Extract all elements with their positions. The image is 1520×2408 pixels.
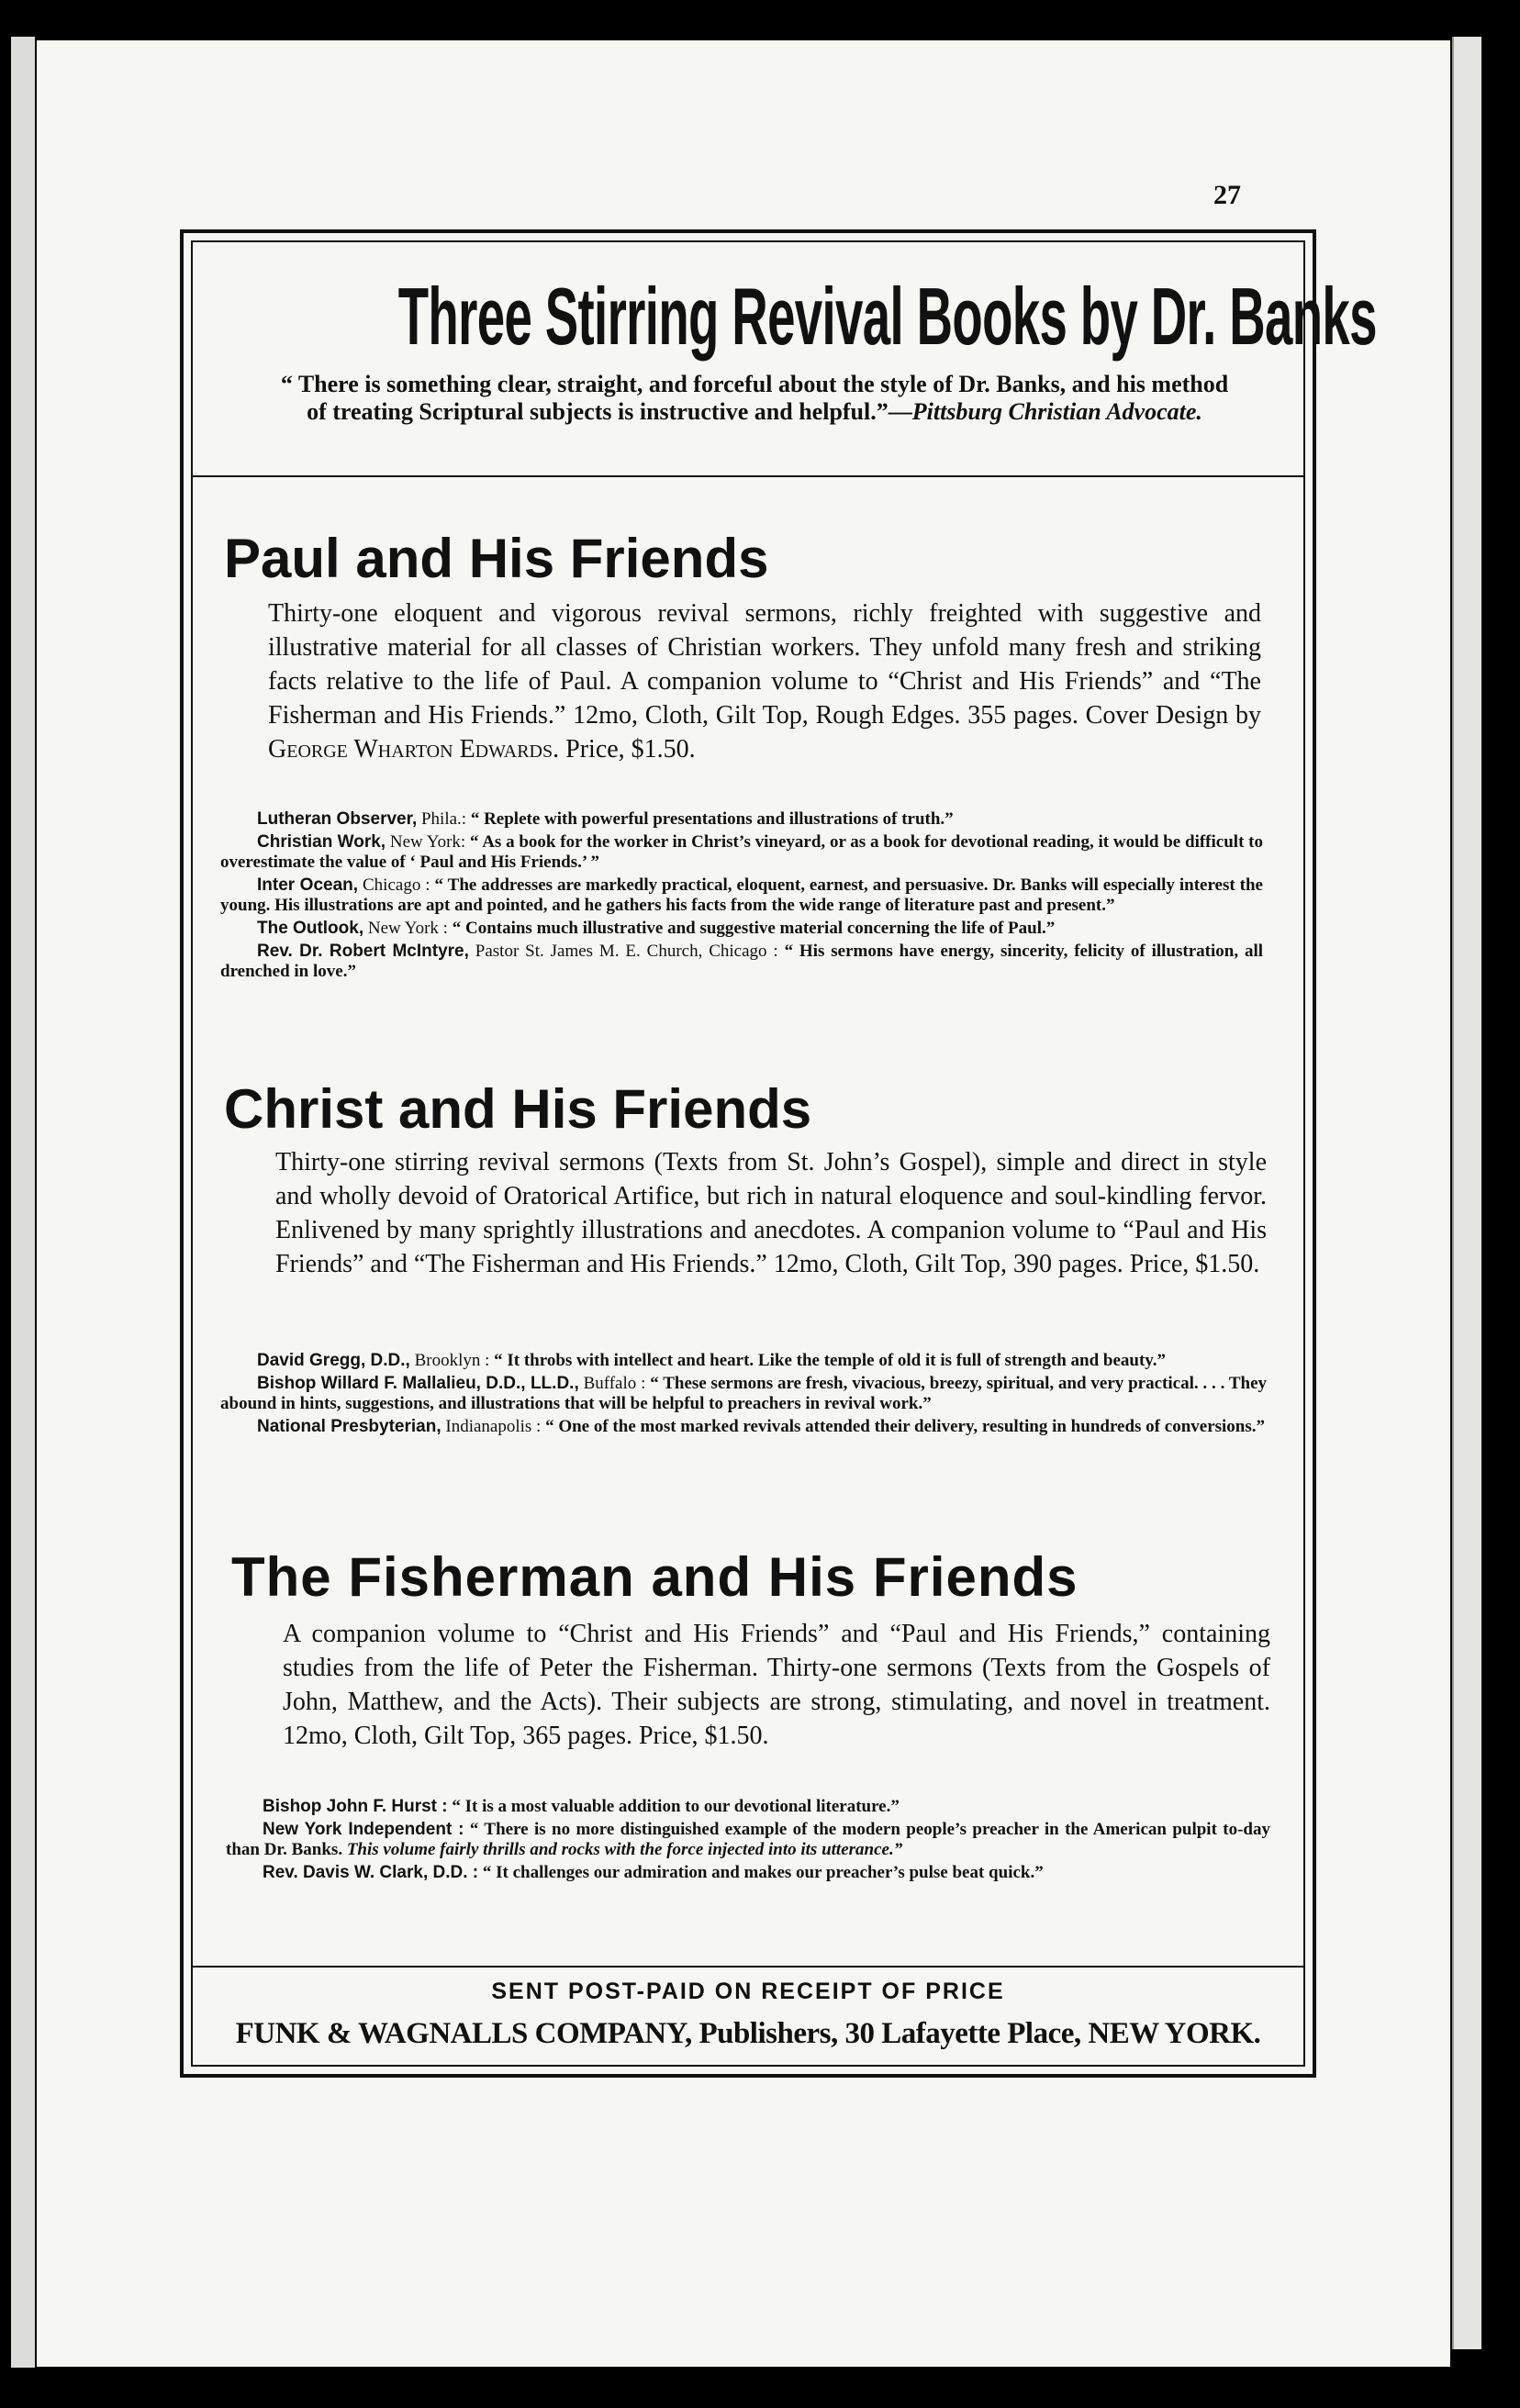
shipping-notice: SENT POST-PAID ON RECEIPT OF PRICE xyxy=(491,1979,1005,2004)
review-text: “ There is no more distinguished example of the modern people’s preacher in the American pulpit to-day than Dr. Banks. xyxy=(226,1820,1270,1859)
review xyxy=(220,1351,1267,1371)
review-source: Bishop John F. Hurst : xyxy=(263,1797,448,1816)
book-description-paul-text: Thirty-one eloquent and vigorous revival sermons, richly freighted with suggestive and illustrative material for all classes of Christian workers. They unfold many fresh and striking facts relative to the life of Paul. A companion volume to “Christ and His Friends” and “The Fisherman and His Friends.” 12mo, Cloth, Gilt Top, Rough Edges. 355 pages. Cover Design by xyxy=(268,599,1261,730)
review-text: “ It challenges our admiration and makes our preacher’s pulse beat quick.” xyxy=(482,1863,1044,1882)
review-place: Buffalo : xyxy=(583,1374,646,1393)
review-source: Lutheran Observer, xyxy=(257,809,418,829)
page-edge-right xyxy=(1452,37,1481,2349)
review-place: New York: xyxy=(389,832,466,852)
publisher-line: FUNK & WAGNALLS COMPANY, Publishers, 30 Lafayette Place, NEW YORK. xyxy=(235,2017,1261,2050)
review-text: “ These sermons are fresh, vivacious, breezy, spiritual, and very practical. . . . They abound in hints, suggestions, and illustrations that will be helpful to preachers in revival work.” xyxy=(220,1374,1268,1413)
review xyxy=(226,1820,1270,1860)
review-place: New York : xyxy=(367,919,448,938)
review xyxy=(226,1863,1270,1883)
page-edge-left xyxy=(11,37,35,2368)
review xyxy=(220,942,1263,982)
review-text: “ As a book for the worker in Christ’s vineyard, or as a book for devotional reading, it would be difficult to overestimate the value of ‘ Paul and His Friends.’ ” xyxy=(220,832,1263,872)
review-source: Christian Work, xyxy=(257,832,386,852)
header-quote-text: “ There is something clear, straight, and forceful about the style of Dr. Banks, and his method of treating Scriptural subjects is instructive and helpful.”— xyxy=(280,371,1229,425)
review-text: “ One of the most marked revivals attended their delivery, resulting in hundreds of conversions.” xyxy=(545,1417,1266,1436)
reviews-paul xyxy=(220,809,1263,985)
review xyxy=(220,919,1263,939)
cover-designer: George Wharton Edwards. xyxy=(268,735,560,764)
review-source: Inter Ocean, xyxy=(257,875,359,895)
book-title-christ: Christ and His Friends xyxy=(224,1078,812,1140)
review-place: Phila.: xyxy=(420,809,467,829)
review-text: “ It throbs with intellect and heart. Like the temple of old it is full of strength and beauty.” xyxy=(494,1351,1166,1370)
advertisement-heading: Three Stirring Revival Books by Dr. Banks xyxy=(397,271,1377,362)
book-price-paul: Price, $1.50. xyxy=(565,735,696,764)
book-title-fisherman: The Fisherman and His Friends xyxy=(231,1546,1079,1608)
advertisement-frame xyxy=(180,229,1377,2078)
review-source: New York Independent : xyxy=(263,1820,464,1839)
review-place: Indianapolis : xyxy=(445,1417,542,1436)
review-source: Bishop Willard F. Mallalieu, D.D., LL.D., xyxy=(257,1374,579,1393)
review-source: Rev. Davis W. Clark, D.D. : xyxy=(263,1863,479,1882)
page-number: 27 xyxy=(1213,180,1241,210)
footer-divider xyxy=(193,1966,1303,1968)
reviews-fisherman xyxy=(226,1797,1270,1886)
review-text: “ It is a most valuable addition to our devotional literature.” xyxy=(452,1797,900,1816)
review xyxy=(220,1374,1267,1414)
review-place: Pastor St. James M. E. Church, Chicago : xyxy=(475,942,778,961)
header-quote xyxy=(277,371,1232,426)
review-text: “ Contains much illustrative and suggestive material concerning the life of Paul.” xyxy=(452,919,1056,938)
review xyxy=(220,809,1263,830)
review xyxy=(226,1797,1270,1817)
review-source: David Gregg, D.D., xyxy=(257,1351,410,1370)
review-source: Rev. Dr. Robert McIntyre, xyxy=(257,942,469,961)
review xyxy=(220,832,1263,873)
review-text: “ The addresses are markedly practical, eloquent, earnest, and persuasive. Dr. Banks will especially interest the young. His illustrations are apt and pointed, and he gathers his facts from the wide range of literature past and present.” xyxy=(220,875,1263,915)
header-divider xyxy=(193,475,1303,477)
review-source: The Outlook, xyxy=(257,919,364,938)
header-quote-source: Pittsburg Christian Advocate. xyxy=(911,398,1202,425)
review xyxy=(220,875,1263,916)
review-text-italic: This volume fairly thrills and rocks with the force injected into its utterance.” xyxy=(346,1840,903,1859)
review-text: “ Replete with powerful presentations and illustrations of truth.” xyxy=(470,809,954,829)
review-text: “ His sermons have energy, sincerity, felicity of illustration, all drenched in love.” xyxy=(220,942,1264,981)
book-description-christ: Thirty-one stirring revival sermons (Texts from St. John’s Gospel), simple and direct in style and wholly devoid of Oratorical Artifice, but rich in natural eloquence and soul-kindling fervor. Enlivened by many sprightly illustrations and anecdotes. A companion volume to “Paul and His Friends” and “The Fisherman and His Friends.” 12mo, Cloth, Gilt Top, 390 pages. Price, $1.50. xyxy=(275,1148,1267,1278)
book-description-fisherman: A companion volume to “Christ and His Friends” and “Paul and His Friends,” containing studies from the life of Peter the Fisherman. Thirty-one sermons (Texts from the Gospels of John, Matthew, and the Acts). Their subjects are strong, stimulating, and novel in treatment. 12mo, Cloth, Gilt Top, 365 pages. Price, $1.50. xyxy=(283,1620,1270,1750)
reviews-christ xyxy=(220,1351,1267,1440)
book-title-paul: Paul and His Friends xyxy=(224,528,769,589)
review-source: National Presbyterian, xyxy=(257,1417,441,1436)
review xyxy=(220,1417,1267,1437)
review-place: Chicago : xyxy=(363,875,430,895)
review-place: Brooklyn : xyxy=(414,1351,490,1370)
book-description-paul xyxy=(268,596,1261,766)
